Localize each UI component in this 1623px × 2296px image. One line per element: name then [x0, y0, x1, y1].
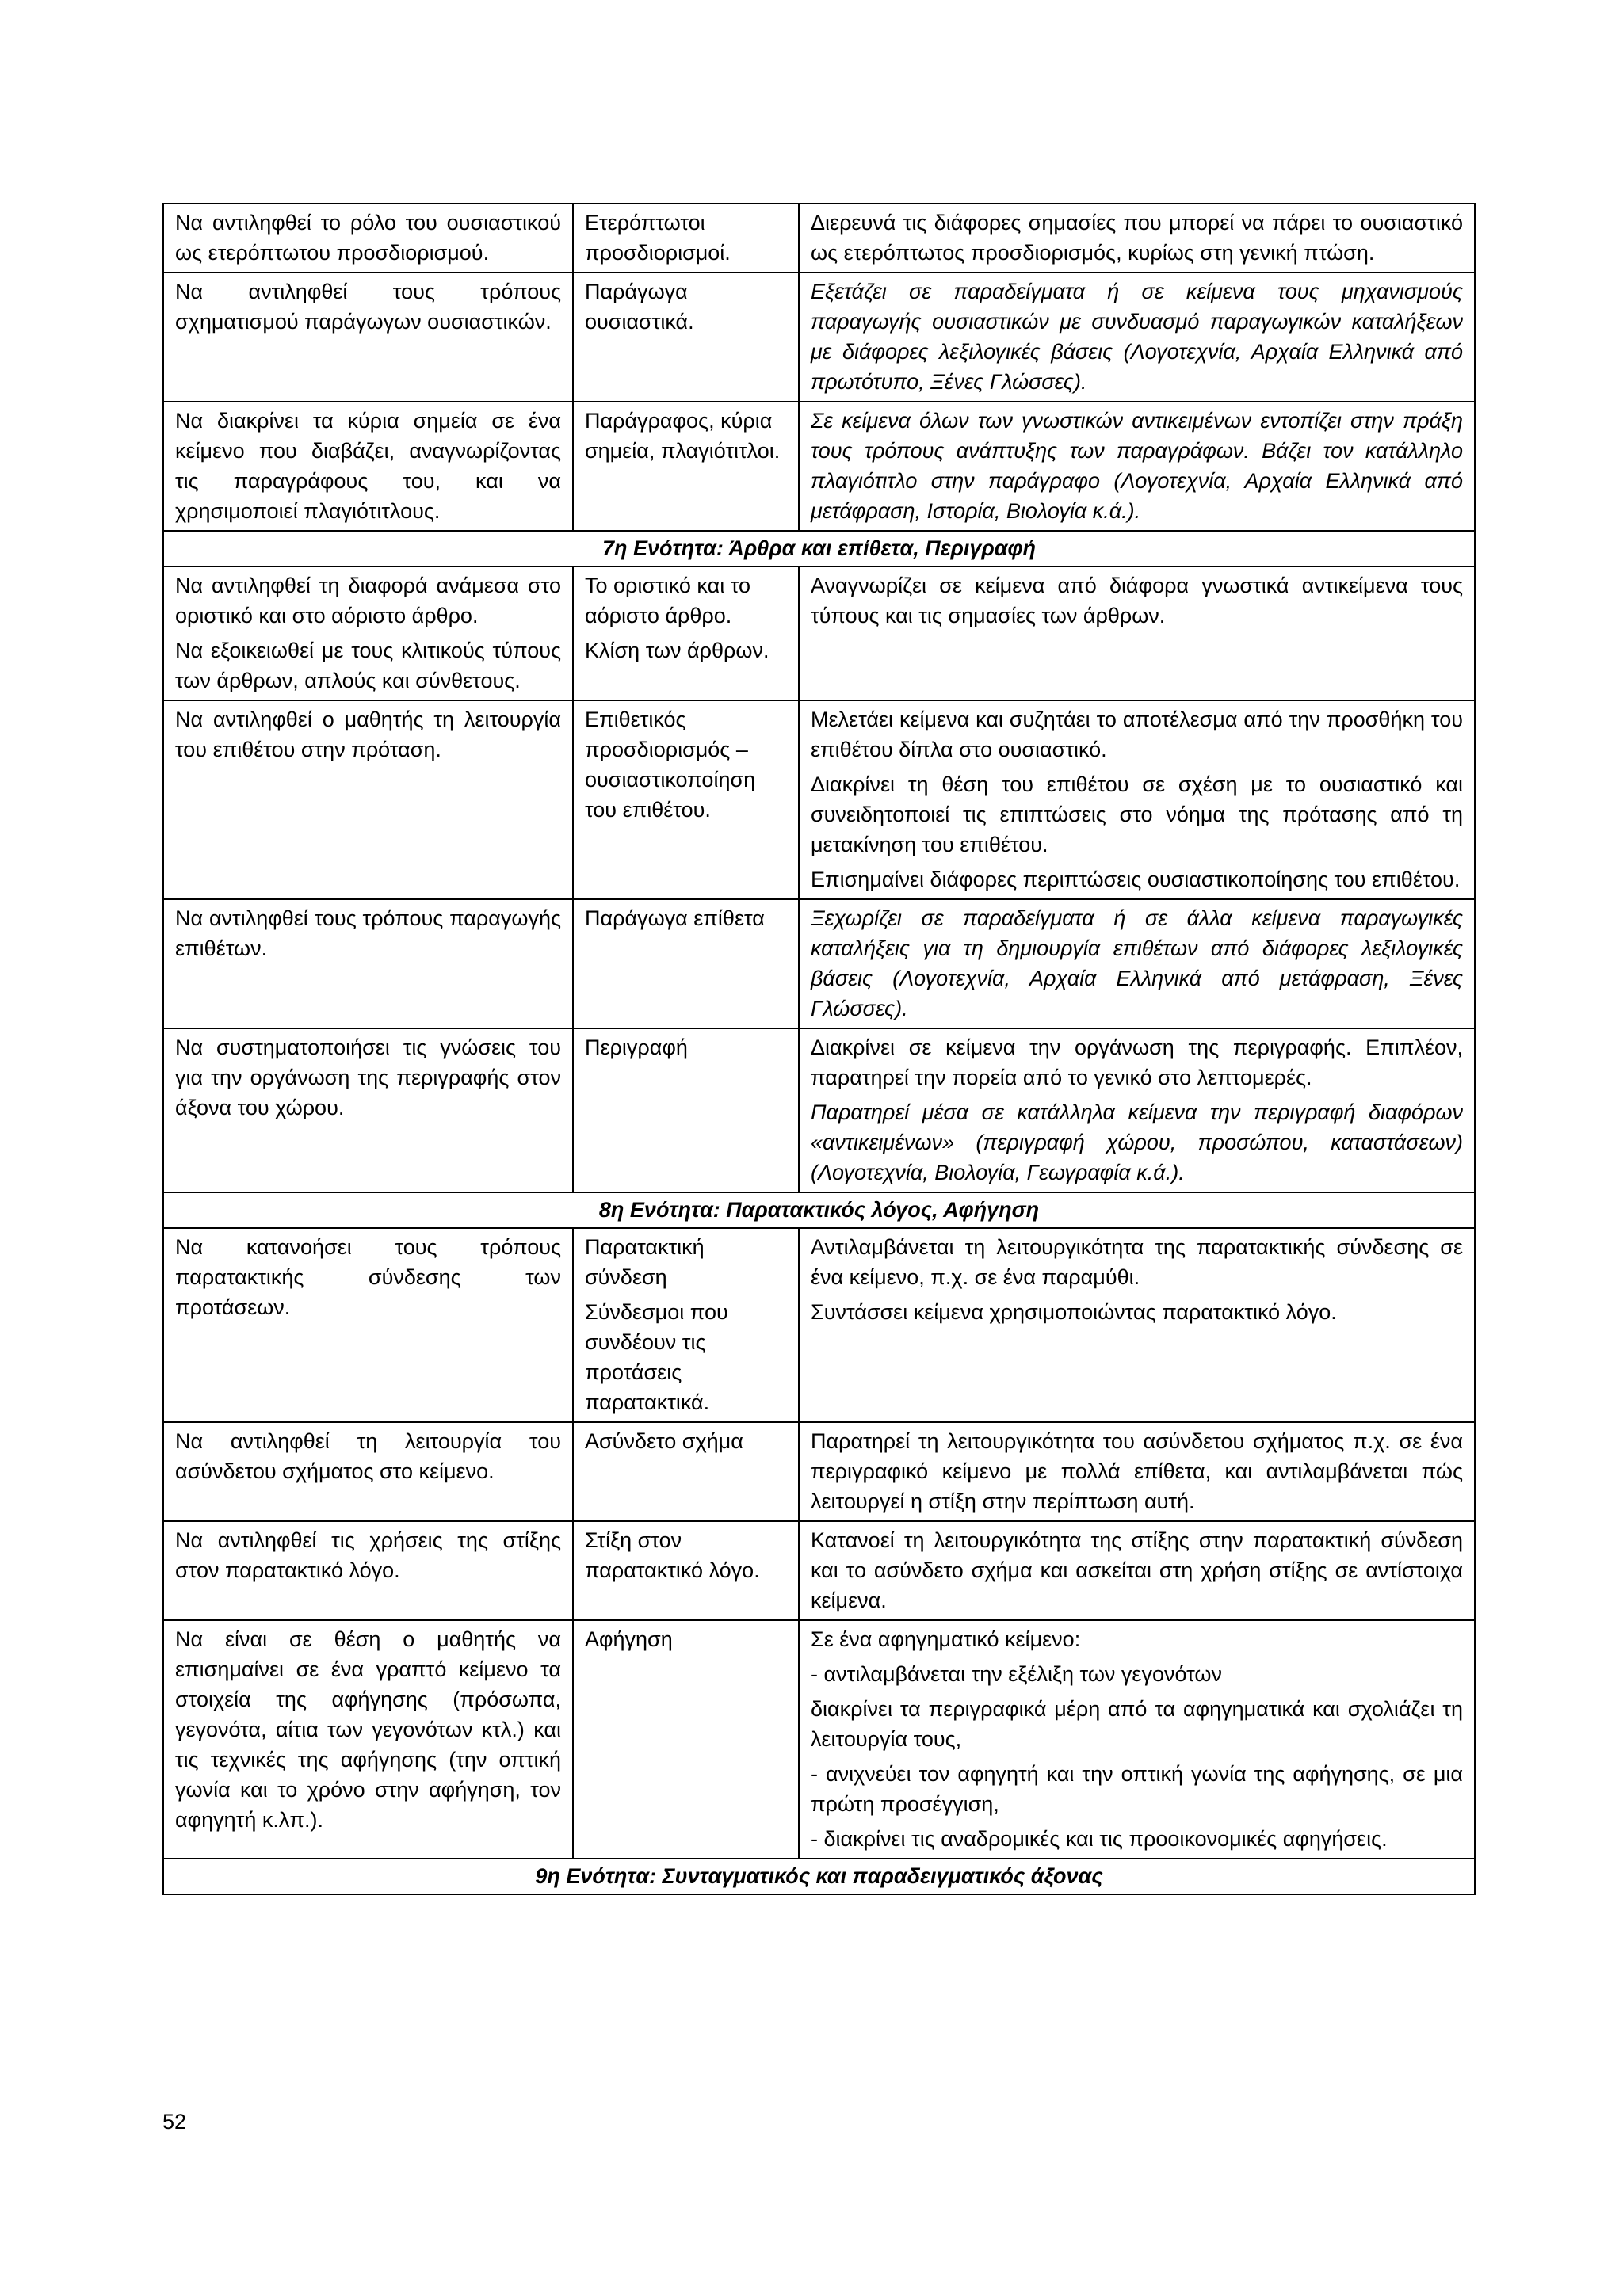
section-title: 8η Ενότητα: Παρατακτικός λόγος, Αφήγηση [163, 1192, 1475, 1228]
topic-paragraph: Παράγραφος, κύρια σημεία, πλαγιότιτλοι. [585, 409, 781, 463]
goal-cell [163, 1228, 573, 1422]
topic-paragraph: Παρατακτική σύνδεση [585, 1235, 705, 1289]
topic-cell [573, 1028, 799, 1192]
topic-cell [573, 1228, 799, 1422]
topic-paragraph: Παράγωγα ουσιαστικά. [585, 280, 694, 334]
goal-cell [163, 1422, 573, 1521]
activity-cell [799, 1028, 1475, 1192]
goal-paragraph: Να αντιληφθεί ο μαθητής τη λειτουργία του επιθέτου στην πρόταση. [175, 707, 561, 761]
curriculum-table [162, 203, 1476, 1895]
table-row [163, 1620, 1475, 1859]
topic-paragraph: Αφήγηση [585, 1627, 673, 1651]
topic-cell [573, 566, 799, 700]
goal-paragraph: Να συστηματοποιήσει τις γνώσεις του για την οργάνωση της περιγραφής στον άξονα του χώρου. [175, 1035, 561, 1119]
topic-cell [573, 1422, 799, 1521]
goal-paragraph: Να είναι σε θέση ο μαθητής να επισημαίνει σε ένα γραπτό κείμενο τα στοιχεία της αφήγησης (πρόσωπα, γεγονότα, αίτια των γεγονότων κτλ.) και τις τεχνικές της αφήγησης (την οπτική γωνία και το χρόνο στην αφήγηση, τον αφηγητή κ.λπ.). [175, 1627, 561, 1832]
topic-paragraph: Σύνδεσμοι που συνδέουν τις προτάσεις παρατακτικά. [585, 1300, 728, 1414]
activity-paragraph: Αναγνωρίζει σε κείμενα από διάφορα γνωστικά αντικείμενα τους τύπους και τις σημασίες των άρθρων. [811, 574, 1463, 627]
topic-paragraph: Ασύνδετο σχήμα [585, 1429, 743, 1453]
section-header-row [163, 531, 1475, 566]
topic-cell [573, 1521, 799, 1620]
activity-paragraph: Διερευνά τις διάφορες σημασίες που μπορεί να πάρει το ουσιαστικό ως ετερόπτωτος προσδιορισμός, κυρίως στη γενική πτώση. [811, 211, 1463, 265]
activity-paragraph: Παρατηρεί τη λειτουργικότητα του ασύνδετου σχήματος π.χ. σε ένα περιγραφικό κείμενο με πολλά επίθετα, και αντιλαμβάνεται πώς λειτουργεί η στίξη στην περίπτωση αυτή. [811, 1429, 1463, 1513]
activity-paragraph: Κατανοεί τη λειτουργικότητα της στίξης στην παρατακτική σύνδεση και το ασύνδετο σχήμα και ασκείται στη χρήση στίξης σε αντίστοιχα κείμενα. [811, 1528, 1463, 1612]
goal-paragraph: Να αντιληφθεί το ρόλο του ουσιαστικού ως ετερόπτωτου προσδιορισμού. [175, 211, 561, 265]
goal-cell [163, 1620, 573, 1859]
goal-cell [163, 1028, 573, 1192]
table-row [163, 273, 1475, 402]
activity-cell [799, 204, 1475, 273]
goal-cell [163, 700, 573, 899]
page-number: 52 [162, 2110, 187, 2134]
topic-paragraph: Περιγραφή [585, 1035, 688, 1059]
section-title: 7η Ενότητα: Άρθρα και επίθετα, Περιγραφή [163, 531, 1475, 566]
activity-cell [799, 402, 1475, 531]
activity-paragraph: Ξεχωρίζει σε παραδείγματα ή σε άλλα κείμενα παραγωγικές καταλήξεις για τη δημιουργία επιθέτων από διάφορες λεξιλογικές βάσεις (Λογοτεχνία, Αρχαία Ελληνικά από μετάφραση, Ξένες Γλώσσες). [811, 906, 1463, 1020]
topic-paragraph: Επιθετικός προσδιορισμός – ουσιαστικοποίηση του επιθέτου. [585, 707, 756, 822]
activity-paragraph: Εξετάζει σε παραδείγματα ή σε κείμενα τους μηχανισμούς παραγωγής ουσιαστικών με συνδυασμό παραγωγικών καταλήξεων με διάφορες λεξιλογικές βάσεις (Λογοτεχνία, Αρχαία Ελληνικά από πρωτότυπο, Ξένες Γλώσσες). [811, 280, 1463, 394]
activity-cell [799, 1620, 1475, 1859]
activity-paragraph: Διακρίνει τη θέση του επιθέτου σε σχέση με το ουσιαστικό και συνειδητοποιεί τις επιπτώσεις στο νόημα της πρότασης από τη μετακίνηση του επιθέτου. [811, 772, 1463, 856]
activity-paragraph: Συντάσσει κείμενα χρησιμοποιώντας παρατακτικό λόγο. [811, 1300, 1337, 1324]
goal-cell [163, 273, 573, 402]
activity-paragraph: Μελετάει κείμενα και συζητάει το αποτέλεσμα από την προσθήκη του επιθέτου δίπλα στο ουσιαστικό. [811, 707, 1463, 761]
table-row [163, 566, 1475, 700]
goal-cell [163, 566, 573, 700]
activity-cell [799, 273, 1475, 402]
topic-cell [573, 204, 799, 273]
table-row [163, 1028, 1475, 1192]
activity-paragraph: διακρίνει τα περιγραφικά μέρη από τα αφηγηματικά και σχολιάζει τη λειτουργία τους, [811, 1697, 1463, 1751]
section-header-row [163, 1859, 1475, 1894]
goal-paragraph: Να αντιληφθεί τους τρόπους σχηματισμού παράγωγων ουσιαστικών. [175, 280, 561, 334]
topic-cell [573, 402, 799, 531]
table-row [163, 700, 1475, 899]
topic-paragraph: Κλίση των άρθρων. [585, 639, 769, 662]
activity-cell [799, 566, 1475, 700]
activity-paragraph: - ανιχνεύει τον αφηγητή και την οπτική γωνία της αφήγησης, σε μια πρώτη προσέγγιση, [811, 1762, 1463, 1816]
topic-paragraph: Παράγωγα επίθετα [585, 906, 765, 930]
section-title: 9η Ενότητα: Συνταγματικός και παραδειγματικός άξονας [163, 1859, 1475, 1894]
goal-paragraph: Να αντιληφθεί τη διαφορά ανάμεσα στο οριστικό και στο αόριστο άρθρο. [175, 574, 561, 627]
topic-paragraph: Στίξη στον παρατακτικό λόγο. [585, 1528, 760, 1582]
activity-paragraph: - διακρίνει τις αναδρομικές και τις προοικονομικές αφηγήσεις. [811, 1827, 1388, 1851]
section-header-row [163, 1192, 1475, 1228]
topic-cell [573, 700, 799, 899]
topic-cell [573, 273, 799, 402]
table-body [163, 204, 1475, 1894]
activity-cell [799, 1422, 1475, 1521]
table-row [163, 1228, 1475, 1422]
goal-paragraph: Να εξοικειωθεί με τους κλιτικούς τύπους των άρθρων, απλούς και σύνθετους. [175, 639, 561, 692]
activity-cell [799, 700, 1475, 899]
goal-paragraph: Να αντιληφθεί τους τρόπους παραγωγής επιθέτων. [175, 906, 561, 960]
goal-cell [163, 402, 573, 531]
table-row [163, 204, 1475, 273]
topic-cell [573, 1620, 799, 1859]
activity-paragraph: Διακρίνει σε κείμενα την οργάνωση της περιγραφής. Επιπλέον, παρατηρεί την πορεία από το γενικό στο λεπτομερές. [811, 1035, 1463, 1089]
activity-paragraph: - αντιλαμβάνεται την εξέλιξη των γεγονότων [811, 1662, 1222, 1686]
activity-paragraph: Παρατηρεί μέσα σε κατάλληλα κείμενα την περιγραφή διαφόρων «αντικειμένων» (περιγραφή χώρου, προσώπου, καταστάσεων) (Λογοτεχνία, Βιολογία, Γεωγραφία κ.ά.). [811, 1100, 1463, 1184]
goal-paragraph: Να διακρίνει τα κύρια σημεία σε ένα κείμενο που διαβάζει, αναγνωρίζοντας τις παραγράφους του, και να χρησιμοποιεί πλαγιότιτλους. [175, 409, 561, 523]
goal-paragraph: Να αντιληφθεί τις χρήσεις της στίξης στον παρατακτικό λόγο. [175, 1528, 561, 1582]
goal-paragraph: Να κατανοήσει τους τρόπους παρατακτικής σύνδεσης των προτάσεων. [175, 1235, 561, 1319]
table-row [163, 899, 1475, 1028]
goal-paragraph: Να αντιληφθεί τη λειτουργία του ασύνδετου σχήματος στο κείμενο. [175, 1429, 561, 1483]
activity-paragraph: Επισημαίνει διάφορες περιπτώσεις ουσιαστικοποίησης του επιθέτου. [811, 868, 1461, 891]
goal-cell [163, 899, 573, 1028]
goal-cell [163, 204, 573, 273]
activity-paragraph: Σε ένα αφηγηματικό κείμενο: [811, 1627, 1081, 1651]
topic-paragraph: Το οριστικό και το αόριστο άρθρο. [585, 574, 751, 627]
goal-cell [163, 1521, 573, 1620]
table-row [163, 402, 1475, 531]
table-row [163, 1422, 1475, 1521]
activity-cell [799, 1228, 1475, 1422]
topic-cell [573, 899, 799, 1028]
activity-paragraph: Αντιλαμβάνεται τη λειτουργικότητα της παρατακτικής σύνδεσης σε ένα κείμενο, π.χ. σε ένα παραμύθι. [811, 1235, 1463, 1289]
activity-cell [799, 1521, 1475, 1620]
table-row [163, 1521, 1475, 1620]
topic-paragraph: Ετερόπτωτοι προσδιορισμοί. [585, 211, 731, 265]
activity-cell [799, 899, 1475, 1028]
activity-paragraph: Σε κείμενα όλων των γνωστικών αντικειμένων εντοπίζει στην πράξη τους τρόπους ανάπτυξης των παραγράφων. Βάζει τον κατάλληλο πλαγιότιτλο στην παράγραφο (Λογοτεχνία, Αρχαία Ελληνικά από μετάφραση, Ιστορία, Βιολογία κ.ά.). [811, 409, 1463, 523]
